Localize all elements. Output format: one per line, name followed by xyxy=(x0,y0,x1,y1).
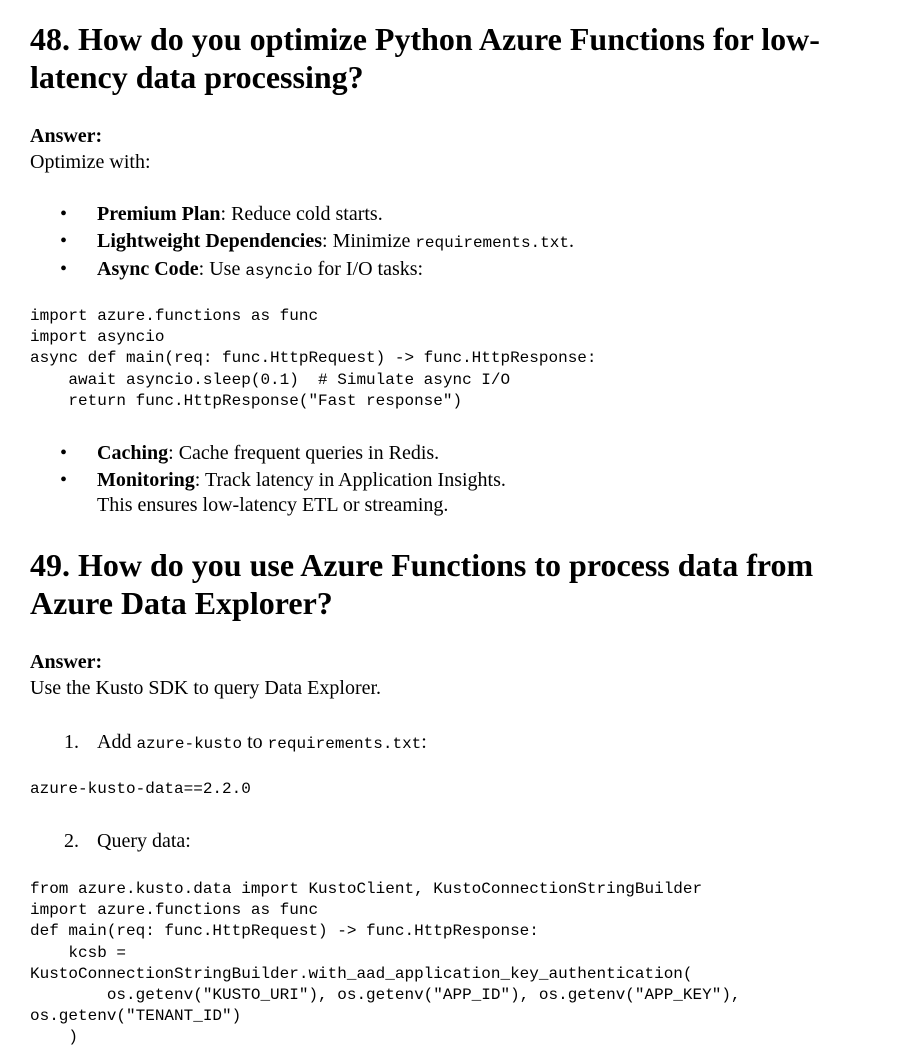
list-item: 1. Add azure-kusto to requirements.txt: xyxy=(30,729,870,758)
bullet-text: Reduce cold starts. xyxy=(226,203,383,225)
answer-label-49: Answer: xyxy=(30,651,103,673)
bullet-text: Minimize xyxy=(327,229,416,252)
step-list-2 xyxy=(30,828,870,855)
inline-code: asyncio xyxy=(245,262,313,280)
list-item: • Monitoring: Track latency in Application Insights. xyxy=(30,467,870,494)
bullet-term: Async Code xyxy=(97,258,199,280)
question-48-title: 48. How do you optimize Python Azure Functions for low-latency data processing? xyxy=(30,21,820,95)
bullet-term: Premium Plan xyxy=(97,203,221,225)
bullet-term: Lightweight Dependencies xyxy=(97,229,322,252)
step-text: Query data: xyxy=(97,830,191,852)
inline-code: azure-kusto xyxy=(136,735,243,753)
bullet-list-48a xyxy=(30,201,870,285)
answer-intro-49: Use the Kusto SDK to query Data Explorer. xyxy=(30,677,382,699)
step-number: 2. xyxy=(64,830,79,852)
inline-code: requirements.txt xyxy=(415,233,569,252)
answer-intro-48: Optimize with: xyxy=(30,151,151,173)
bullet-list-48b xyxy=(30,440,870,493)
bullet-text: Use xyxy=(204,258,246,280)
list-item: • Lightweight Dependencies: Minimize requirements.txt. xyxy=(30,228,870,257)
step-list-1 xyxy=(30,729,870,758)
step-number: 1. xyxy=(64,731,79,753)
list-item xyxy=(30,828,870,855)
closing-text-48: This ensures low-latency ETL or streaming. xyxy=(97,494,449,516)
bullet-icon: • xyxy=(60,229,68,252)
bullet-text: Track latency in Application Insights. xyxy=(200,468,506,491)
bullet-term: Monitoring xyxy=(97,468,195,491)
bullet-text: Cache frequent queries in Redis. xyxy=(173,442,440,464)
code-block-49b: from azure.kusto.data import KustoClient, KustoConnectionStringBuilder import azure.functions as func def main(req: func.HttpRequest) -> func.HttpResponse: kcsb = KustoConnectionStringBuilder.with_aad_application_key_authentication( os.getenv("KUSTO_URI"), os.getenv("APP_ID"), os.getenv("APP_KEY"), os.getenv("TENANT_ID") ) xyxy=(30,880,741,1047)
question-49-title: 49. How do you use Azure Functions to process data from Azure Data Explorer? xyxy=(30,547,814,621)
answer-label-48: Answer: xyxy=(30,125,103,147)
list-item: • Caching: Cache frequent queries in Redis. xyxy=(30,440,870,467)
bullet-icon: • xyxy=(60,468,68,491)
inline-code: requirements.txt xyxy=(267,735,422,753)
bullet-icon: • xyxy=(60,258,68,280)
bullet-term: Caching xyxy=(97,442,169,464)
list-item: • Async Code: Use asyncio for I/O tasks: xyxy=(30,256,870,285)
bullet-icon: • xyxy=(60,203,68,225)
code-block-48: import azure.functions as func import asyncio async def main(req: func.HttpRequest) -> func.HttpResponse: await asyncio.sleep(0.1) # Simulate async I/O return func.HttpResponse("Fast response") xyxy=(30,307,597,410)
list-item: • Premium Plan: Reduce cold starts. xyxy=(30,201,870,228)
bullet-icon: • xyxy=(60,442,68,464)
code-block-49a: azure-kusto-data==2.2.0 xyxy=(30,780,251,798)
